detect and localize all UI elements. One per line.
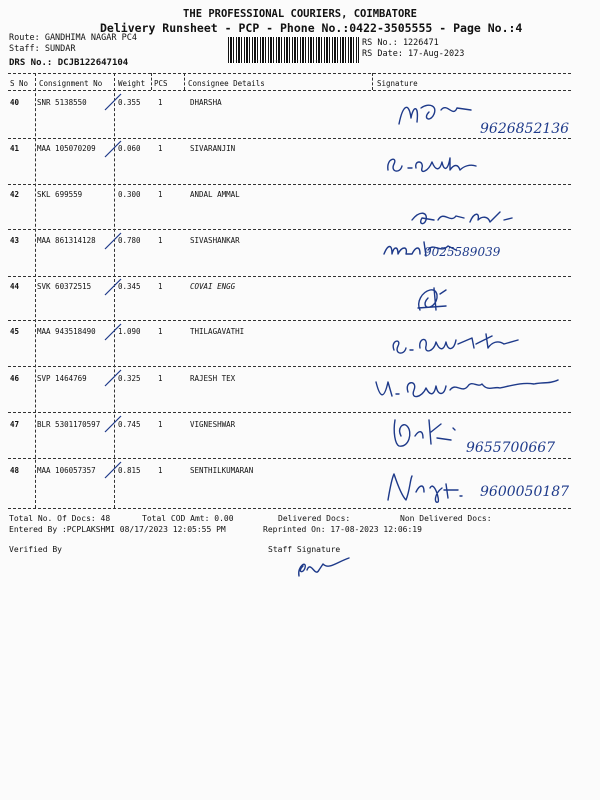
total-cod: Total COD Amt: 0.00 (142, 514, 234, 523)
row-sno: 48 (10, 466, 20, 475)
row-weight: 0.060 (118, 144, 141, 153)
col-header-signature: Signature (377, 79, 418, 88)
row-pcs: 1 (158, 466, 163, 475)
column-divider (372, 73, 373, 90)
handwritten-phone: 9655700667 (466, 440, 556, 456)
non-delivered-docs: Non Delivered Docs: (400, 514, 492, 523)
table-rule (8, 276, 571, 277)
handwritten-phone: 9025589039 (424, 245, 501, 259)
delivered-docs: Delivered Docs: (278, 514, 351, 523)
row-pcs: 1 (158, 374, 163, 383)
row-consignment: SVK 60372515 (37, 282, 92, 291)
table-rule (8, 138, 571, 139)
row-pcs: 1 (158, 190, 163, 199)
check-tick (103, 460, 123, 484)
row-consignee: THILAGAVATHI (190, 327, 245, 336)
row-pcs: 1 (158, 236, 163, 245)
staff-signature-label: Staff Signature (268, 545, 341, 554)
row-sno: 42 (10, 190, 20, 199)
row-consignment: MAA 943518490 (37, 327, 96, 336)
row-sno: 45 (10, 327, 20, 336)
row-consignee: RAJESH TEX (190, 374, 236, 383)
handwritten-phone: 9600050187 (480, 484, 570, 500)
runsheet-title: Delivery Runsheet - PCP - Phone No.:0422-3505555 - Page No.:4 (100, 21, 523, 35)
row-weight: 0.300 (118, 190, 141, 199)
route-label: Route: GANDHIMA NAGAR PC4 (9, 33, 137, 43)
row-consignment: BLR 5301170597 (37, 420, 101, 429)
row-consignment: MAA 106057357 (37, 466, 96, 475)
handwritten-signature (408, 204, 518, 230)
row-sno: 43 (10, 236, 20, 245)
check-tick (103, 322, 123, 346)
total-docs: Total No. Of Docs: 48 (9, 514, 111, 523)
row-sno: 41 (10, 144, 20, 153)
table-rule (8, 90, 571, 91)
row-weight: 0.355 (118, 98, 141, 107)
row-consignment: MAA 105070209 (37, 144, 96, 153)
check-tick (103, 368, 123, 392)
row-weight: 0.345 (118, 282, 141, 291)
row-pcs: 1 (158, 98, 163, 107)
row-weight: 0.815 (118, 466, 141, 475)
handwritten-signature (384, 150, 484, 176)
row-pcs: 1 (158, 420, 163, 429)
handwritten-signature (412, 284, 452, 314)
row-consignee: ANDAL AMMAL (190, 190, 240, 199)
row-pcs: 1 (158, 282, 163, 291)
handwritten-signature (395, 98, 475, 130)
reprinted-on: Reprinted On: 17-08-2023 12:06:19 (263, 525, 422, 534)
col-header-consignment: Consignment No (39, 79, 103, 88)
company-name: THE PROFESSIONAL COURIERS, COIMBATORE (183, 8, 417, 20)
col-header-weight: Weight (118, 79, 146, 88)
table-rule (8, 458, 571, 459)
handwritten-phone: 9626852136 (480, 121, 570, 137)
check-tick (103, 231, 123, 255)
row-sno: 44 (10, 282, 20, 291)
row-consignment: SNR 5138550 (37, 98, 87, 107)
handwritten-signature (372, 372, 562, 406)
check-tick (103, 92, 123, 116)
staff-label: Staff: SUNDAR (9, 44, 76, 54)
verified-by: Verified By (9, 545, 62, 554)
barcode (228, 37, 359, 63)
table-rule (8, 73, 571, 74)
col-header-sno: S No (10, 79, 29, 88)
column-divider (35, 73, 36, 508)
handwritten-signature (388, 328, 528, 358)
row-consignee: COVAI ENGG (190, 282, 236, 291)
row-consignment: SVP 1464769 (37, 374, 87, 383)
col-header-consignee: Consignee Details (188, 79, 265, 88)
row-sno: 47 (10, 420, 20, 429)
handwritten-signature (384, 470, 468, 506)
row-pcs: 1 (158, 327, 163, 336)
table-rule (8, 366, 571, 367)
row-consignment: MAA 861314128 (37, 236, 96, 245)
row-consignee: SIVASHANKAR (190, 236, 240, 245)
row-weight: 0.745 (118, 420, 141, 429)
check-tick (103, 277, 123, 301)
row-sno: 46 (10, 374, 20, 383)
check-tick (103, 414, 123, 438)
col-header-pcs: PCS (154, 79, 168, 88)
row-consignee: SIVARANJIN (190, 144, 236, 153)
row-pcs: 1 (158, 144, 163, 153)
rs-number: RS No.: 1226471 (362, 38, 439, 48)
row-consignment: SKL 699559 (37, 190, 83, 199)
column-divider (184, 73, 185, 90)
row-consignee: VIGNESHWAR (190, 420, 236, 429)
check-tick (103, 139, 123, 163)
handwritten-signature (389, 416, 461, 452)
table-rule (8, 508, 571, 509)
staff-signature (293, 556, 353, 582)
drs-number: DRS No.: DCJB122647104 (9, 58, 129, 68)
row-weight: 0.780 (118, 236, 141, 245)
entered-by: Entered By :PCPLAKSHMI 08/17/2023 12:05:55 PM (9, 525, 226, 534)
rs-date: RS Date: 17-Aug-2023 (362, 49, 465, 59)
row-weight: 0.325 (118, 374, 141, 383)
row-weight: 1.090 (118, 327, 141, 336)
row-consignee: DHARSHA (190, 98, 222, 107)
column-divider (151, 73, 152, 90)
row-sno: 40 (10, 98, 20, 107)
row-consignee: SENTHILKUMARAN (190, 466, 254, 475)
table-rule (8, 320, 571, 321)
table-rule (8, 412, 571, 413)
table-rule (8, 184, 571, 185)
